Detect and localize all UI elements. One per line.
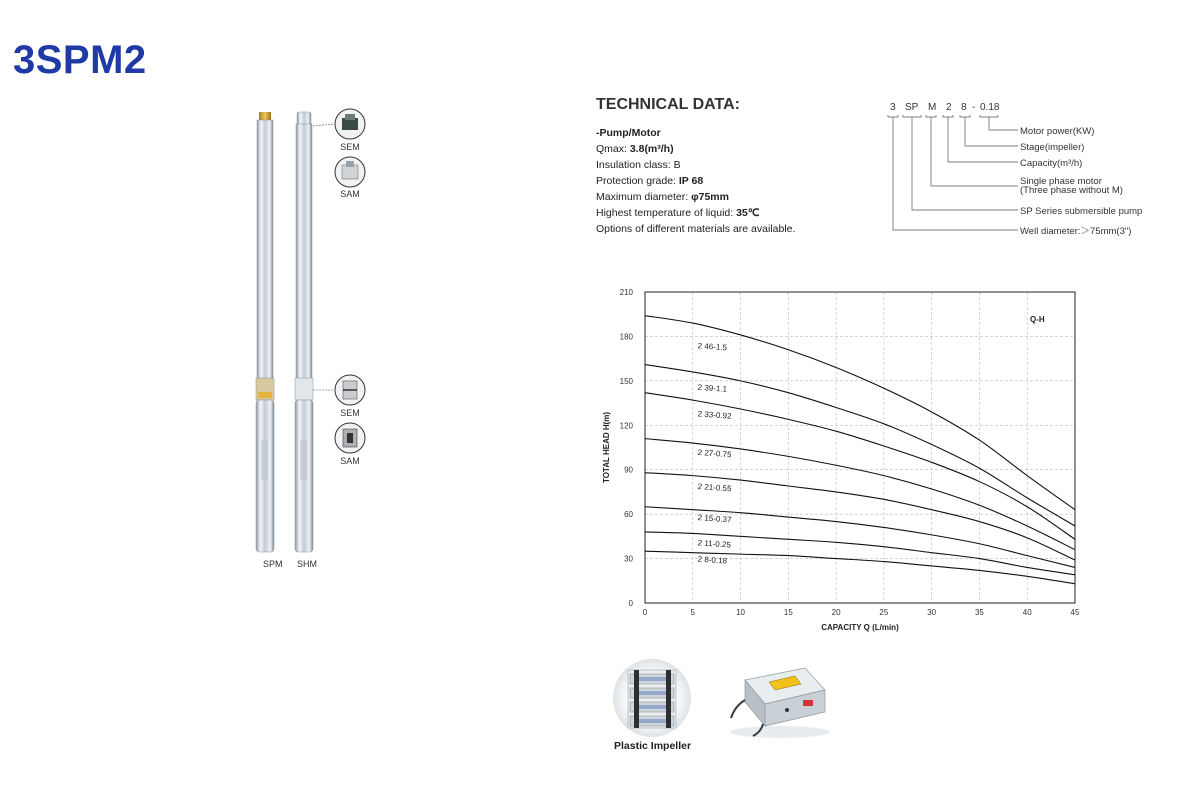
x-tick-label-9: 45: [1070, 608, 1080, 617]
curve-label-4: 2 21-0.55: [697, 481, 732, 494]
curve-label-0: 2 46-1.5: [697, 341, 728, 353]
chart-title: Q-H: [1030, 315, 1045, 324]
x-tick-label-5: 25: [879, 608, 889, 617]
sam-inset-bottom: [335, 423, 365, 453]
y-tick-label-5: 150: [619, 376, 633, 386]
inset-label-sem-bottom: SEM: [340, 408, 360, 418]
tech-section-heading: -Pump/Motor: [596, 127, 661, 139]
control-box-image: [725, 660, 835, 740]
tech-diameter: Maximum diameter: φ75mm: [596, 191, 729, 203]
technical-data-title: TECHNICAL DATA:: [596, 96, 740, 113]
code-desc-single-phase: Single phase motor: [1020, 176, 1102, 187]
y-tick-labels: [620, 288, 634, 608]
code-part-well: 3: [890, 102, 896, 113]
tech-temperature: Highest temperature of liquid: 35℃: [596, 207, 760, 219]
model-code-diagram: [880, 96, 1180, 246]
curve-labels: [697, 341, 732, 565]
tech-options: Options of different materials are available.: [596, 223, 796, 235]
inset-label-sem-top: SEM: [340, 142, 360, 152]
page-title: 3SPM2: [13, 38, 147, 82]
code-desc-well: Well diameter:＞75mm(3"): [1020, 226, 1132, 237]
x-tick-label-0: 0: [642, 608, 648, 617]
sem-inset-bottom: [335, 375, 365, 405]
y-tick-label-2: 60: [624, 510, 633, 520]
tech-protection: Protection grade: IP 68: [596, 175, 704, 187]
code-desc-stage: Stage(impeller): [1020, 142, 1085, 153]
x-tick-label-4: 20: [831, 608, 841, 617]
sam-inset-top: [335, 157, 365, 187]
code-desc-three-phase: (Three phase without M): [1020, 185, 1123, 196]
x-tick-label-7: 35: [974, 608, 984, 617]
curve-label-2: 2 33-0.92: [697, 409, 732, 421]
inset-label-sam-top: SAM: [340, 189, 360, 199]
curve-label-6: 2 11-0.25: [697, 538, 732, 550]
inset-label-sam-bottom: SAM: [340, 456, 360, 466]
curve-label-5: 2 15-0.37: [697, 513, 732, 525]
y-axis-title: TOTAL HEAD H(m): [602, 411, 611, 484]
x-tick-label-3: 15: [783, 608, 793, 617]
y-tick-label-0: 0: [628, 599, 633, 608]
sem-inset-top: [335, 109, 365, 139]
code-part-capacity: 2: [946, 102, 952, 113]
y-tick-label-6: 180: [619, 332, 633, 342]
plastic-impeller-image: [610, 658, 695, 738]
qh-chart: [590, 280, 1090, 635]
y-tick-label-4: 120: [619, 421, 633, 431]
code-desc-capacity: Capacity(m³/h): [1020, 158, 1083, 169]
x-tick-label-2: 10: [736, 608, 746, 617]
y-tick-label-1: 30: [624, 554, 633, 564]
x-tick-label-8: 40: [1022, 608, 1032, 617]
spm-pump: [256, 112, 274, 552]
curve-label-1: 2 39-1.1: [697, 382, 728, 394]
pump-illustration: [230, 100, 390, 580]
curve-label-3: 2 27-0.75: [697, 447, 732, 460]
x-tick-label-1: 5: [690, 608, 696, 617]
y-tick-label-7: 210: [619, 288, 633, 297]
pump-label-shm: SHM: [297, 559, 317, 569]
code-part-series: SP: [905, 102, 919, 113]
technical-data-list: [596, 125, 795, 237]
x-tick-labels: [643, 608, 1080, 617]
code-part-dash: -: [972, 102, 976, 113]
code-desc-series: SP Series submersible pump: [1020, 206, 1143, 217]
tech-qmax: Qmax: 3.8(m³/h): [596, 143, 674, 155]
curve-label-7: 2 8-0.18: [697, 554, 728, 566]
code-desc-power: Motor power(KW): [1020, 126, 1095, 137]
shm-pump: [295, 112, 313, 552]
code-part-motor: M: [928, 102, 937, 113]
code-part-stage: 8: [961, 102, 967, 113]
x-axis-title: CAPACITY Q (L/min): [821, 623, 899, 632]
y-tick-label-3: 90: [624, 465, 633, 475]
x-tick-label-6: 30: [927, 608, 937, 617]
pump-label-spm: SPM: [263, 559, 283, 569]
code-part-power: 0.18: [980, 102, 1000, 113]
impeller-label: Plastic Impeller: [614, 740, 692, 752]
tech-insulation: Insulation class: B: [596, 159, 681, 171]
